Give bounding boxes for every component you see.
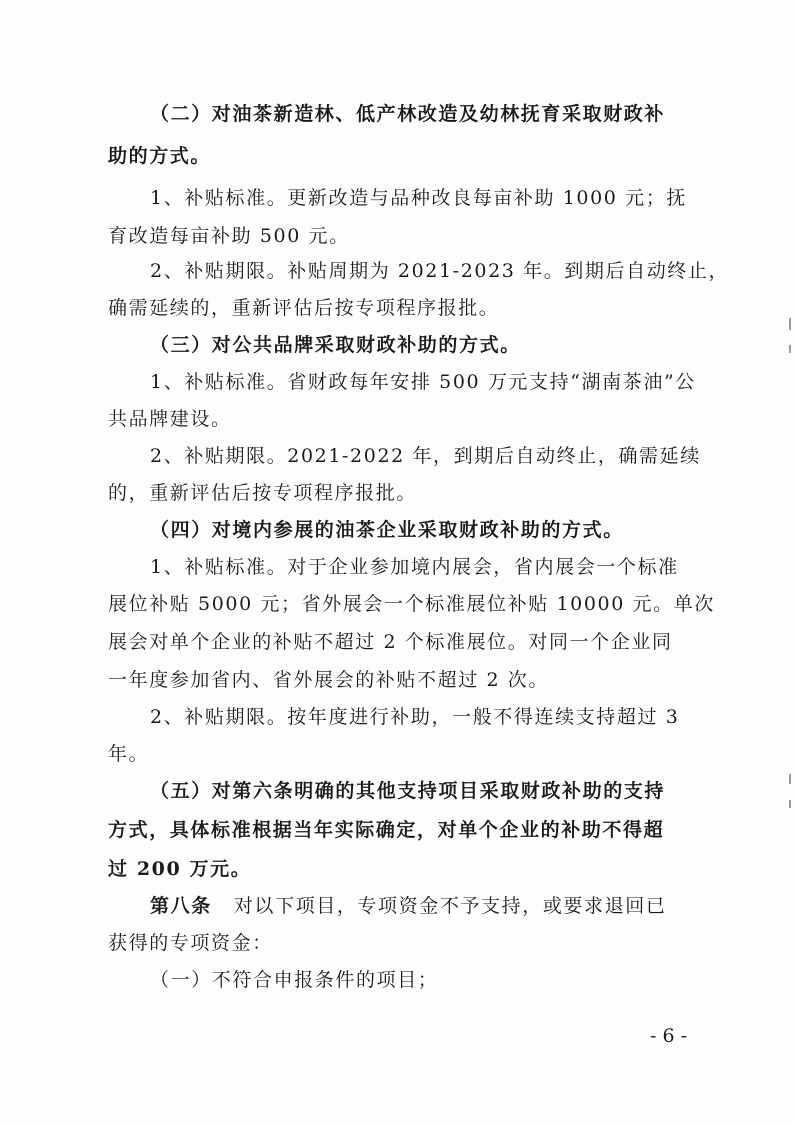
paragraph-line: 1、补贴标准。更新改造与品种改良每亩补助 1000 元；抚 [150, 187, 687, 209]
paragraph-line: 2、补贴期限。按年度进行补助，一般不得连续支持超过 3 [150, 706, 680, 728]
article-8-text: 对以下项目，专项资金不予支持，或要求退回已 [233, 895, 667, 917]
paragraph-line: 一年度参加省内、省外展会的补贴不超过 2 次。 [108, 669, 549, 691]
paragraph-line: 2、补贴期限。2021-2022 年，到期后自动终止，确需延续 [150, 445, 701, 467]
scan-edge-mark [789, 345, 791, 353]
section-heading-2-line-1: （二）对油茶新造林、低产林改造及幼林抚育采取财政补 [150, 103, 666, 125]
paragraph-line: 1、补贴标准。对于企业参加境内展会，省内展会一个标准 [150, 556, 679, 578]
section-heading-3: （三）对公共品牌采取财政补助的方式。 [150, 334, 521, 356]
section-heading-5-line-2: 方式，具体标准根据当年实际确定，对单个企业的补助不得超 [108, 819, 665, 841]
paragraph-line: 1、补贴标准。省财政每年安排 500 万元支持“湖南茶油”公 [150, 371, 696, 393]
paragraph-line: 展会对单个企业的补贴不超过 2 个标准展位。对同一个企业同 [108, 631, 673, 653]
paragraph-line: 育改造每亩补助 500 元。 [108, 225, 350, 247]
paragraph-line: 的，重新评估后按专项程序报批。 [108, 482, 418, 504]
scan-edge-mark [789, 774, 791, 784]
scan-edge-mark [789, 800, 791, 808]
paragraph-line: 确需延续的，重新评估后按专项程序报批。 [108, 297, 500, 319]
paragraph-line: 年。 [108, 743, 150, 765]
article-8-line-2: 获得的专项资金： [108, 932, 273, 954]
scan-edge-mark [789, 318, 791, 330]
section-heading-4: （四）对境内参展的油茶企业采取财政补助的方式。 [150, 519, 624, 541]
list-item: （一）不符合申报条件的项目； [150, 969, 439, 991]
paragraph-line: 展位补贴 5000 元；省外展会一个标准展位补贴 10000 元。单次 [108, 593, 715, 615]
page-number: - 6 - [650, 1025, 688, 1047]
section-heading-5-line-1: （五）对第六条明确的其他支持项目采取财政补助的支持 [150, 780, 666, 802]
section-heading-2-line-2: 助的方式。 [108, 145, 212, 167]
section-heading-5-line-3: 过 200 万元。 [108, 858, 252, 880]
article-8-line-1 [150, 893, 690, 919]
paragraph-line: 2、补贴期限。补贴周期为 2021-2023 年。到期后自动终止， [150, 260, 730, 282]
paragraph-line: 共品牌建设。 [108, 408, 232, 430]
article-label: 第八条 [150, 895, 212, 917]
